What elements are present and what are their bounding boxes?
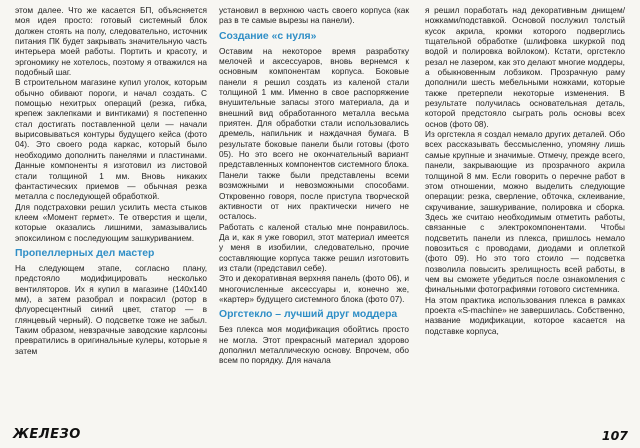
paragraph: этом далее. Что же касается БП, объясняется моя идея просто: готовый системный блок должен стоять на полу, следовательно, источник питания ПК будет закрывать значительную часть интерьера моей работы. Портить и красоту, и эргономику не хотелось, поэтому я отважился на подобный шаг.	[15, 5, 207, 78]
paragraph: установил в верхнюю часть своего корпуса (как раз в те самые вырезы на панели).	[219, 5, 409, 26]
paragraph: На следующем этапе, согласно плану, предстояло модифицировать несколько вентиляторов. Их я купил в магазине (140х140 мм), а затем разобрал и покрасил (ротор в флуоресцентный синий цвет, статор — в глянцевый черный). О подсветке тоже не забыл. Таким образом, невзрачные заводские карлсоны превратились в оригинальные кулеры, которые я затем	[15, 262, 207, 356]
paragraph: Из оргстекла я создал немало других деталей. Обо всех рассказывать бессмысленно, упомяну лишь самые крупные и значимые. Отмечу, прежде всего, панели, закрывающие из прозрачного акрила толщиной 8 мм. Если говорить о перечне работ в этом отношении, можно выделить следующие операции: резка, сверление, обточка, склеивание, скручивание, зашкуривание, полировка и сборка. Здесь же считаю необходимым отметить работы, связанные с электрокомпонентами. Чтобы подсветить панели из плекса, пришлось немало повозиться с проводами, диодами и оплеткой (фото 09). Но это того стоило — подсветка позволила повысить зрелищность всей работы, в чем вы сможете убедиться после ознакомления с финальными фотографиями готового системника.	[425, 129, 625, 295]
text-column-3	[425, 5, 625, 336]
paragraph: Это и декоративная верхняя панель (фото 06), и многочисленные аксессуары и, конечно же, «картер» будущего системного блока (фото 07).	[219, 273, 409, 304]
text-column-1	[15, 5, 207, 356]
section-heading: Пропеллерных дел мастер	[15, 247, 155, 259]
paragraph: Оставим на некоторое время разработку мелочей и аксессуаров, вновь вернемся к основным компонентам корпуса. Боковые панели я решил создать из каленой стали толщиной 1 мм. Именно в свое распоряжение внушительные запасы этого материала, да и внешний вид обработанного металла весьма приятен. Для обработки стали использовались дремель, напильник и наждачная бумага. В результате боковые панели были готовы (фото 05). Но это всего не окончательный вариант представленных компонентов системного блока. Панели также были представлены всеми возможными и невозможными способами. Откровенно говоря, после приступа творческой активности от них практически ничего не осталось.	[219, 45, 409, 222]
paragraph: На этом практика использования плекса в рамках проекта «S-machine» не завершилась. Собственно, название модификации, которое касается на подставке корпуса,	[425, 294, 625, 336]
paragraph: Без плекса моя модификация обойтись просто не могла. Этот прекрасный материал здорово дополнил металлическую основу. Впрочем, обо всем по порядку. Для начала	[219, 324, 409, 366]
magazine-logo: ЖЕЛЕЗО	[13, 427, 81, 442]
page-footer	[0, 426, 640, 448]
page-number: 107	[601, 428, 628, 443]
paragraph: В строительном магазине купил уголок, которым обычно обивают пороги, и начал создать. С помощью нехитрых операций (резка, гибка, крепеж заклепками и винтиками) я постепенно стал достигать поставленной цели — начали вырисовываться контуры будущего кейса (фото 04). Это своего рода каркас, который было необходимо дополнить панелями и пластинами. Данные компоненты я изготовил из листовой стали толщиной 1 мм. Вновь никаких фантастических приемов — обычная резка металла с последующей обработкой.	[15, 77, 207, 202]
paragraph: я решил поработать над декоративным днищем/ножками/подставкой. Основой послужил толстый кусок акрила, кромки которого подверглись тщательной обработке (шлифовка шкуркой под водой и полировка войлоком). Кстати, оргстекло резал не лазером, как это делают многие моддеры, а обыкновенным лобзиком. Прозрачную раму дополнили шесть мебельными ножками, которые также претерпели некоторые изменения. В результате получилась основательная деталь, которой предстояло сыграть роль основы всех основ (фото 08).	[425, 5, 625, 129]
section-heading: Оргстекло – лучший друг моддера	[219, 309, 398, 321]
paragraph: Для подстраховки решил усилить места стыков клеем «Момент гермет». Те отверстия и щели, которые оказались лишними, замазывались эпоксилином с последующим зашкуриванием.	[15, 201, 207, 243]
paragraph: Работать с каленой сталью мне понравилось. Да и, как я уже говорил, этот материал имеется у меня в изобилии, следовательно, прочие составляющие корпуса также решил изготовить из стали (представил себе).	[219, 221, 409, 273]
section-heading: Создание «с нуля»	[219, 30, 317, 42]
text-column-2	[219, 5, 409, 366]
